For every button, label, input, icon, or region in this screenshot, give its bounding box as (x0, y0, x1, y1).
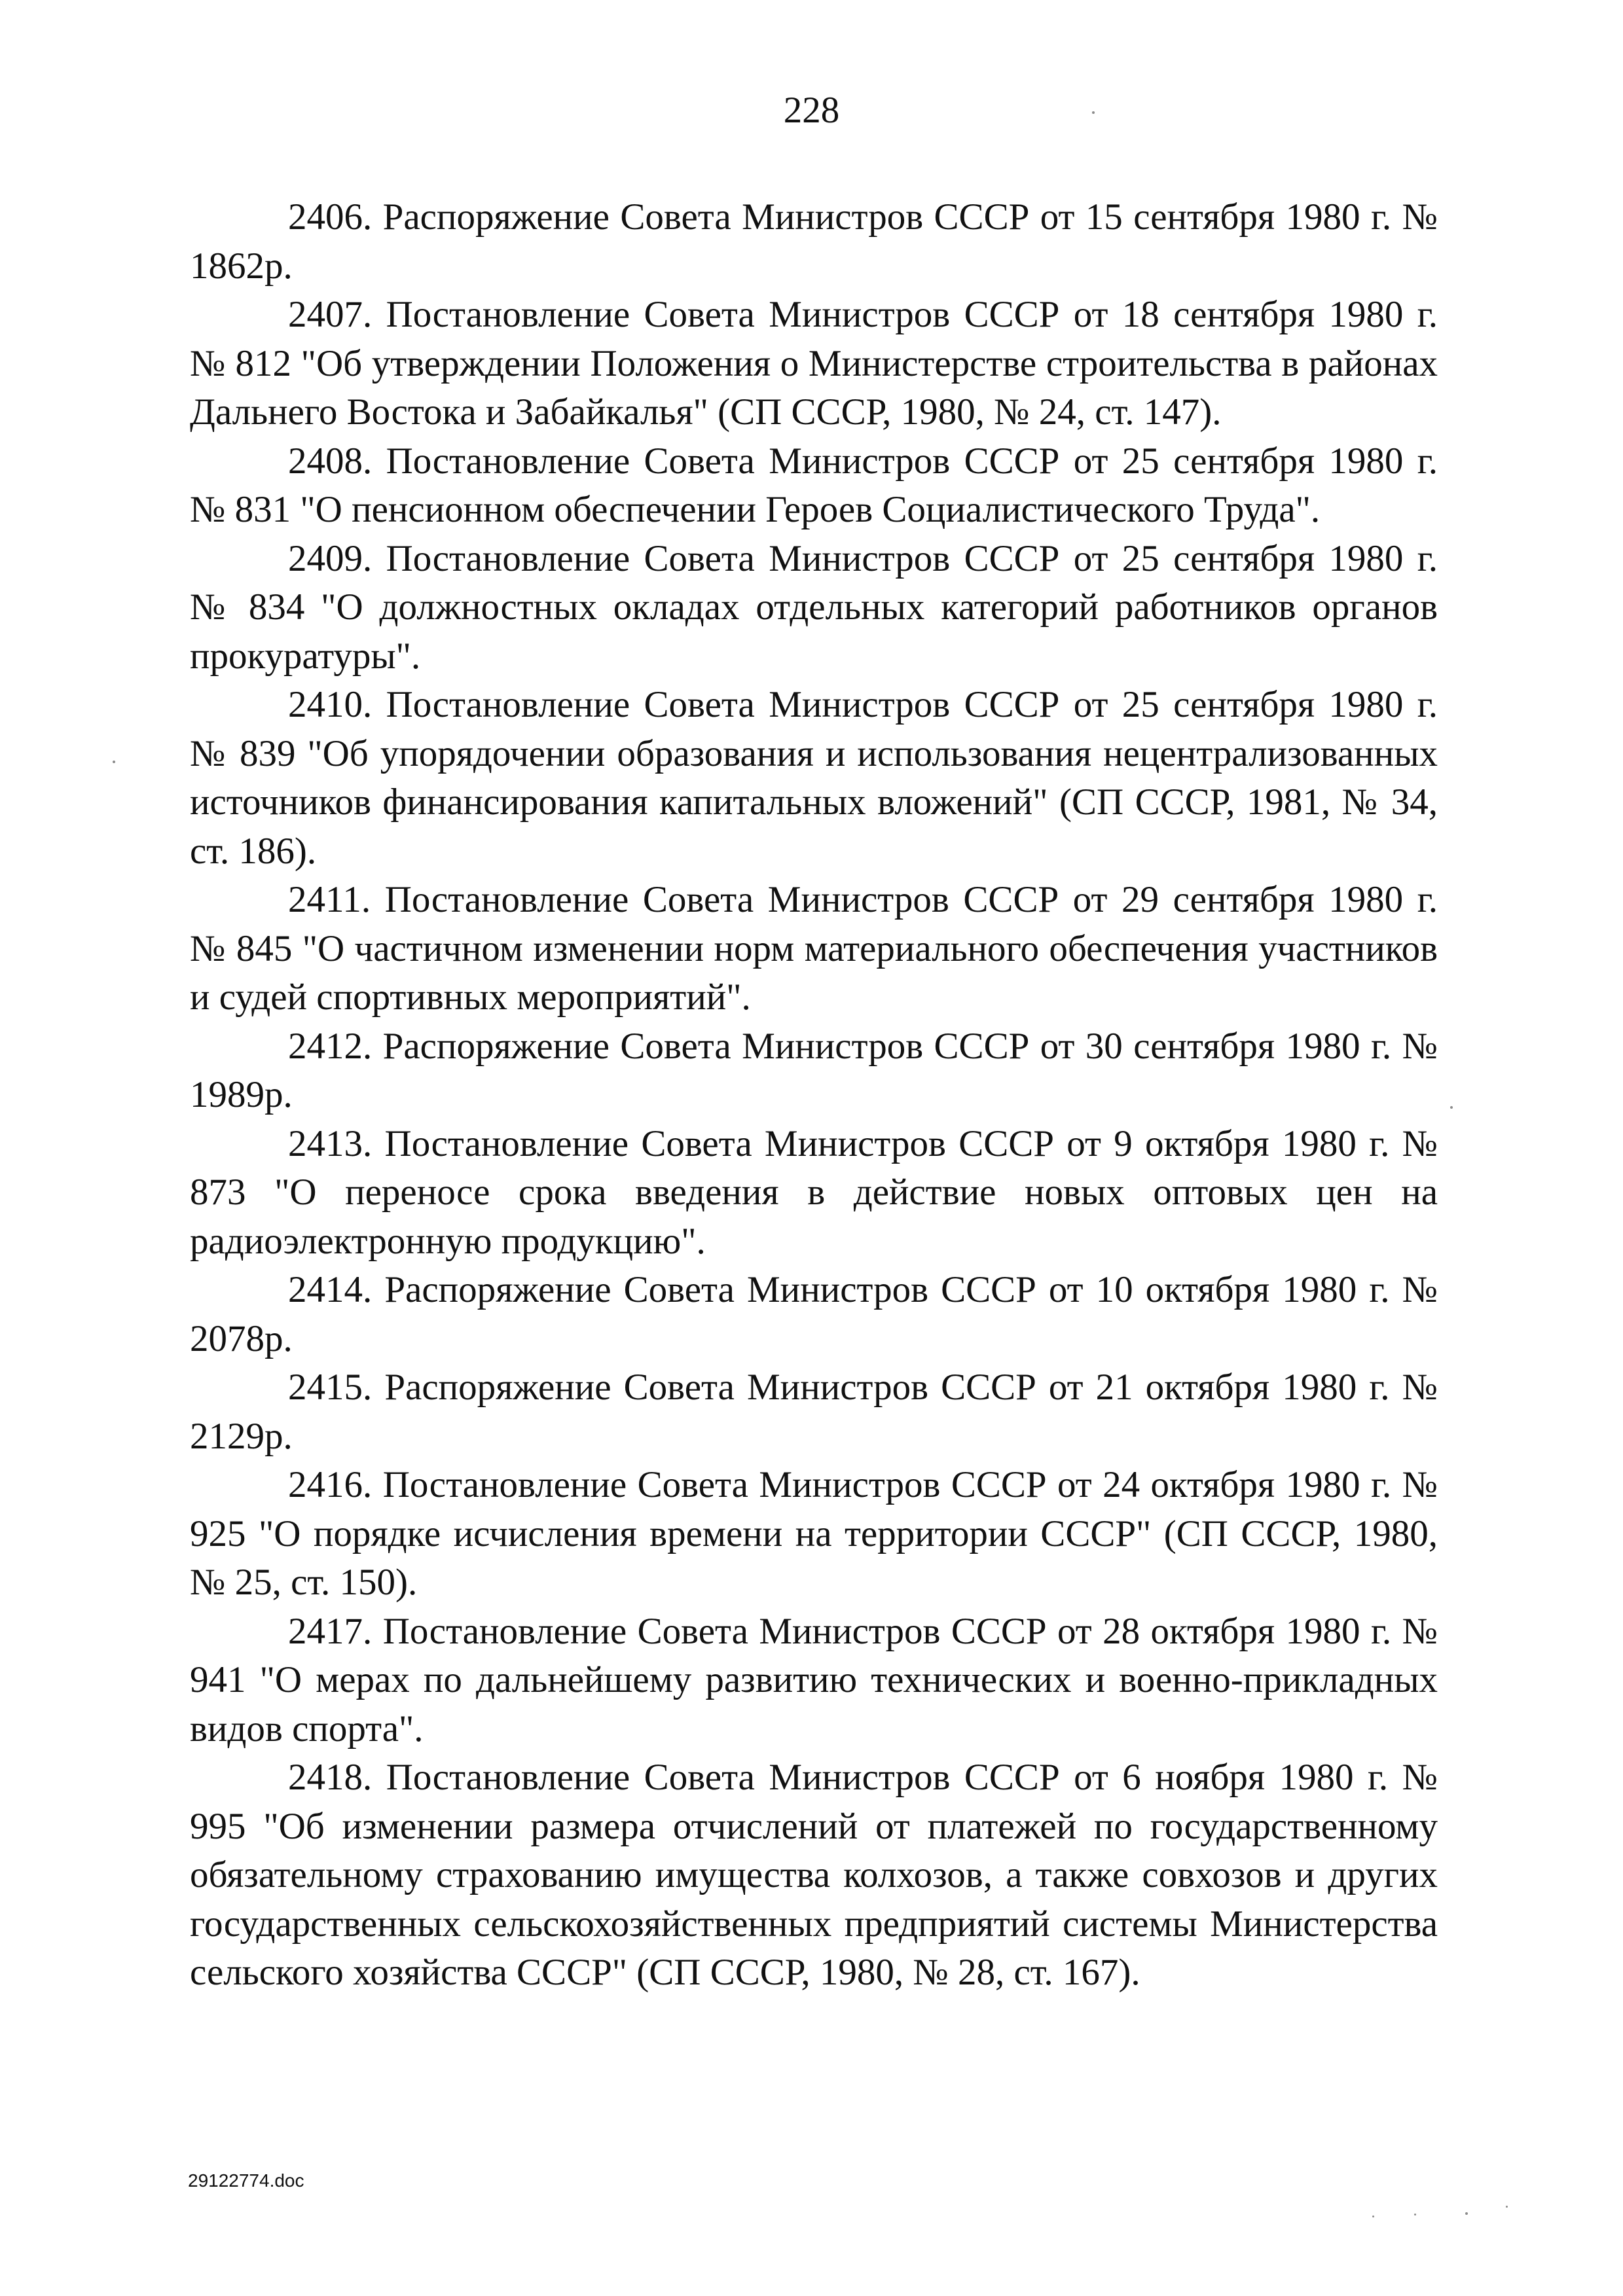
list-item: 2410. Постановление Совета Министров СССР от 25 сентября 1980 г. № 839 "Об упорядочении образования и использования нецентрализованных источников финансирования капитальных вложений" (СП СССР, 1981, № 34, ст. 186). (190, 684, 1438, 872)
scan-speck (1092, 111, 1095, 114)
list-item: 2408. Постановление Совета Министров СССР от 25 сентября 1980 г. № 831 "О пенсионном обеспечении Героев Социалистического Труда". (190, 440, 1438, 530)
list-item: 2412. Распоряжение Совета Министров СССР от 30 сентября 1980 г. № 1989р. (190, 1025, 1438, 1115)
list-item: 2407. Постановление Совета Министров СССР от 18 сентября 1980 г. № 812 "Об утверждении Положения о Министерстве строительства в районах Дальнего Востока и Забайкалья" (СП СССР, 1980, № 24, ст. 147). (190, 294, 1438, 433)
scan-speck (1465, 2212, 1468, 2215)
scan-speck (113, 761, 115, 763)
list-item: 2415. Распоряжение Совета Министров СССР от 21 октября 1980 г. № 2129р. (190, 1367, 1438, 1457)
scan-speck (1450, 1106, 1453, 1109)
page-number: 228 (783, 90, 840, 131)
footer-filename: 29122774.doc (188, 2170, 304, 2191)
list-item: 2414. Распоряжение Совета Министров СССР от 10 октября 1980 г. № 2078р. (190, 1269, 1438, 1359)
list-item: 2416. Постановление Совета Министров СССР от 24 октября 1980 г. № 925 "О порядке исчисления времени на территории СССР" (СП СССР, 1980, № 25, ст. 150). (190, 1464, 1438, 1603)
document-body (190, 193, 1438, 1998)
scan-speck (1506, 2206, 1508, 2208)
list-item: 2409. Постановление Совета Министров СССР от 25 сентября 1980 г. № 834 "О должностных окладах отдельных категорий работников органов прокуратуры". (190, 537, 1438, 677)
list-item: 2418. Постановление Совета Министров СССР от 6 ноября 1980 г. № 995 "Об изменении размера отчислений от платежей по государственному обязательному страхованию имущества колхозов, а также совхозов и других государственных сельскохозяйственных предприятий системы Министерства сельского хозяйства СССР" (СП СССР, 1980, № 28, ст. 167). (190, 1757, 1438, 1993)
list-item: 2406. Распоряжение Совета Министров СССР от 15 сентября 1980 г. № 1862р. (190, 196, 1438, 287)
list-item: 2411. Постановление Совета Министров СССР от 29 сентября 1980 г. № 845 "О частичном изменении норм материального обеспечения участников и судей спортивных мероприятий". (190, 879, 1438, 1018)
scan-speck (1414, 2214, 1416, 2215)
scan-speck (1372, 2215, 1374, 2217)
list-item: 2413. Постановление Совета Министров СССР от 9 октября 1980 г. № 873 "О переносе срока введения в действие новых оптовых цен на радиоэлектронную продукцию". (190, 1122, 1438, 1262)
list-item: 2417. Постановление Совета Министров СССР от 28 октября 1980 г. № 941 "О мерах по дальнейшему развитию технических и военно-прикладных видов спорта". (190, 1610, 1438, 1749)
